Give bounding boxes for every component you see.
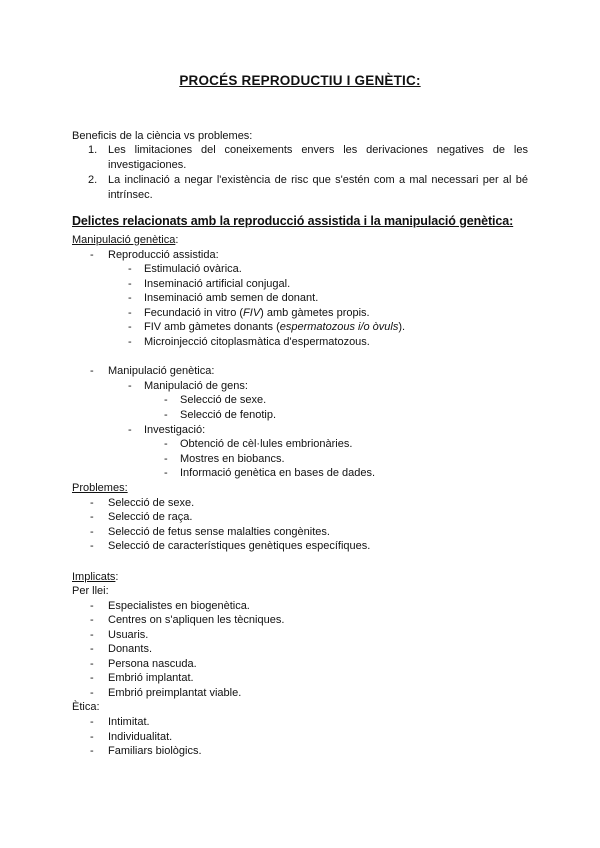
dash-bullet: - xyxy=(90,249,94,261)
list-item: Selecció de sexe. xyxy=(180,394,267,406)
per-llei-label: Per llei: xyxy=(72,585,109,597)
list-item: Selecció de raça. xyxy=(108,511,193,523)
list-item: Reproducció assistida: xyxy=(108,249,219,261)
dash-bullet: - xyxy=(128,263,132,275)
list-item: Centres on s'apliquen les tècniques. xyxy=(108,614,285,626)
dash-bullet: - xyxy=(128,424,132,436)
list-item: Usuaris. xyxy=(108,629,149,641)
list-item: Persona nascuda. xyxy=(108,658,197,670)
dash-bullet: - xyxy=(90,672,94,684)
list-item: Microinjecció citoplasmàtica d'espermatozous. xyxy=(144,336,370,348)
dash-bullet: - xyxy=(90,745,94,757)
list-item: Estimulació ovàrica. xyxy=(144,263,242,275)
list-item: Embrió implantat. xyxy=(108,672,194,684)
page-title: PROCÉS REPRODUCTIU I GENÈTIC: xyxy=(179,73,421,88)
numbered-index: 1. xyxy=(88,144,98,156)
list-item: Donants. xyxy=(108,643,153,655)
dash-bullet: - xyxy=(90,716,94,728)
list-item: Selecció de sexe. xyxy=(108,497,195,509)
dash-bullet: - xyxy=(90,643,94,655)
dash-bullet: - xyxy=(164,394,168,406)
dash-bullet: - xyxy=(128,307,132,319)
list-item: Investigació: xyxy=(144,424,206,436)
intro-text: Beneficis de la ciència vs problemes: xyxy=(72,130,253,142)
etica-label: Ètica: xyxy=(72,701,100,713)
dash-bullet: - xyxy=(90,600,94,612)
list-item: Individualitat. xyxy=(108,731,173,743)
dash-bullet: - xyxy=(90,497,94,509)
dash-bullet: - xyxy=(164,453,168,465)
list-item: Mostres en biobancs. xyxy=(180,453,285,465)
list-item: FIV amb gàmetes donants (espermatozous i/o òvuls). xyxy=(144,321,406,333)
list-item: Manipulació genètica: xyxy=(108,365,215,377)
dash-bullet: - xyxy=(128,278,132,290)
dash-bullet: - xyxy=(90,629,94,641)
dash-bullet: - xyxy=(90,658,94,670)
problemes-title: Problemes: xyxy=(72,482,128,494)
list-item: Embrió preimplantat viable. xyxy=(108,687,242,699)
dash-bullet: - xyxy=(90,687,94,699)
section-heading: Delictes relacionats amb la reproducció assistida i la manipulació genètica: xyxy=(72,214,514,228)
list-item: Manipulació de gens: xyxy=(144,380,248,392)
dash-bullet: - xyxy=(90,540,94,552)
list-item: Especialistes en biogenètica. xyxy=(108,600,250,612)
numbered-index: 2. xyxy=(88,174,98,186)
numbered-item: La inclinació a negar l'existència de risc que s'estén com a mal necessari per al bé intrínsec. xyxy=(108,174,528,201)
list-item: Inseminació amb semen de donant. xyxy=(144,292,319,304)
dash-bullet: - xyxy=(128,380,132,392)
list-item: Fecundació in vitro (FIV) amb gàmetes propis. xyxy=(144,307,370,319)
dash-bullet: - xyxy=(90,511,94,523)
dash-bullet: - xyxy=(90,526,94,538)
dash-bullet: - xyxy=(90,365,94,377)
list-item: Selecció de característiques genètiques específiques. xyxy=(108,540,371,552)
dash-bullet: - xyxy=(164,409,168,421)
dash-bullet: - xyxy=(90,731,94,743)
numbered-item: Les limitaciones del coneixements envers les derivaciones negatives de les investigaciones. xyxy=(108,144,528,171)
dash-bullet: - xyxy=(164,467,168,479)
dash-bullet: - xyxy=(128,321,132,333)
dash-bullet: - xyxy=(128,292,132,304)
list-item: Obtenció de cèl·lules embrionàries. xyxy=(180,438,353,450)
list-item: Selecció de fetus sense malalties congènites. xyxy=(108,526,330,538)
manip-title: Manipulació genètica: xyxy=(72,234,179,246)
list-item: Informació genètica en bases de dades. xyxy=(180,467,376,479)
list-item: Selecció de fenotip. xyxy=(180,409,277,421)
dash-bullet: - xyxy=(164,438,168,450)
implicats-title: Implicats: xyxy=(72,571,119,583)
dash-bullet: - xyxy=(90,614,94,626)
list-item: Familiars biològics. xyxy=(108,745,202,757)
dash-bullet: - xyxy=(128,336,132,348)
list-item: Intimitat. xyxy=(108,716,150,728)
list-item: Inseminació artificial conjugal. xyxy=(144,278,291,290)
